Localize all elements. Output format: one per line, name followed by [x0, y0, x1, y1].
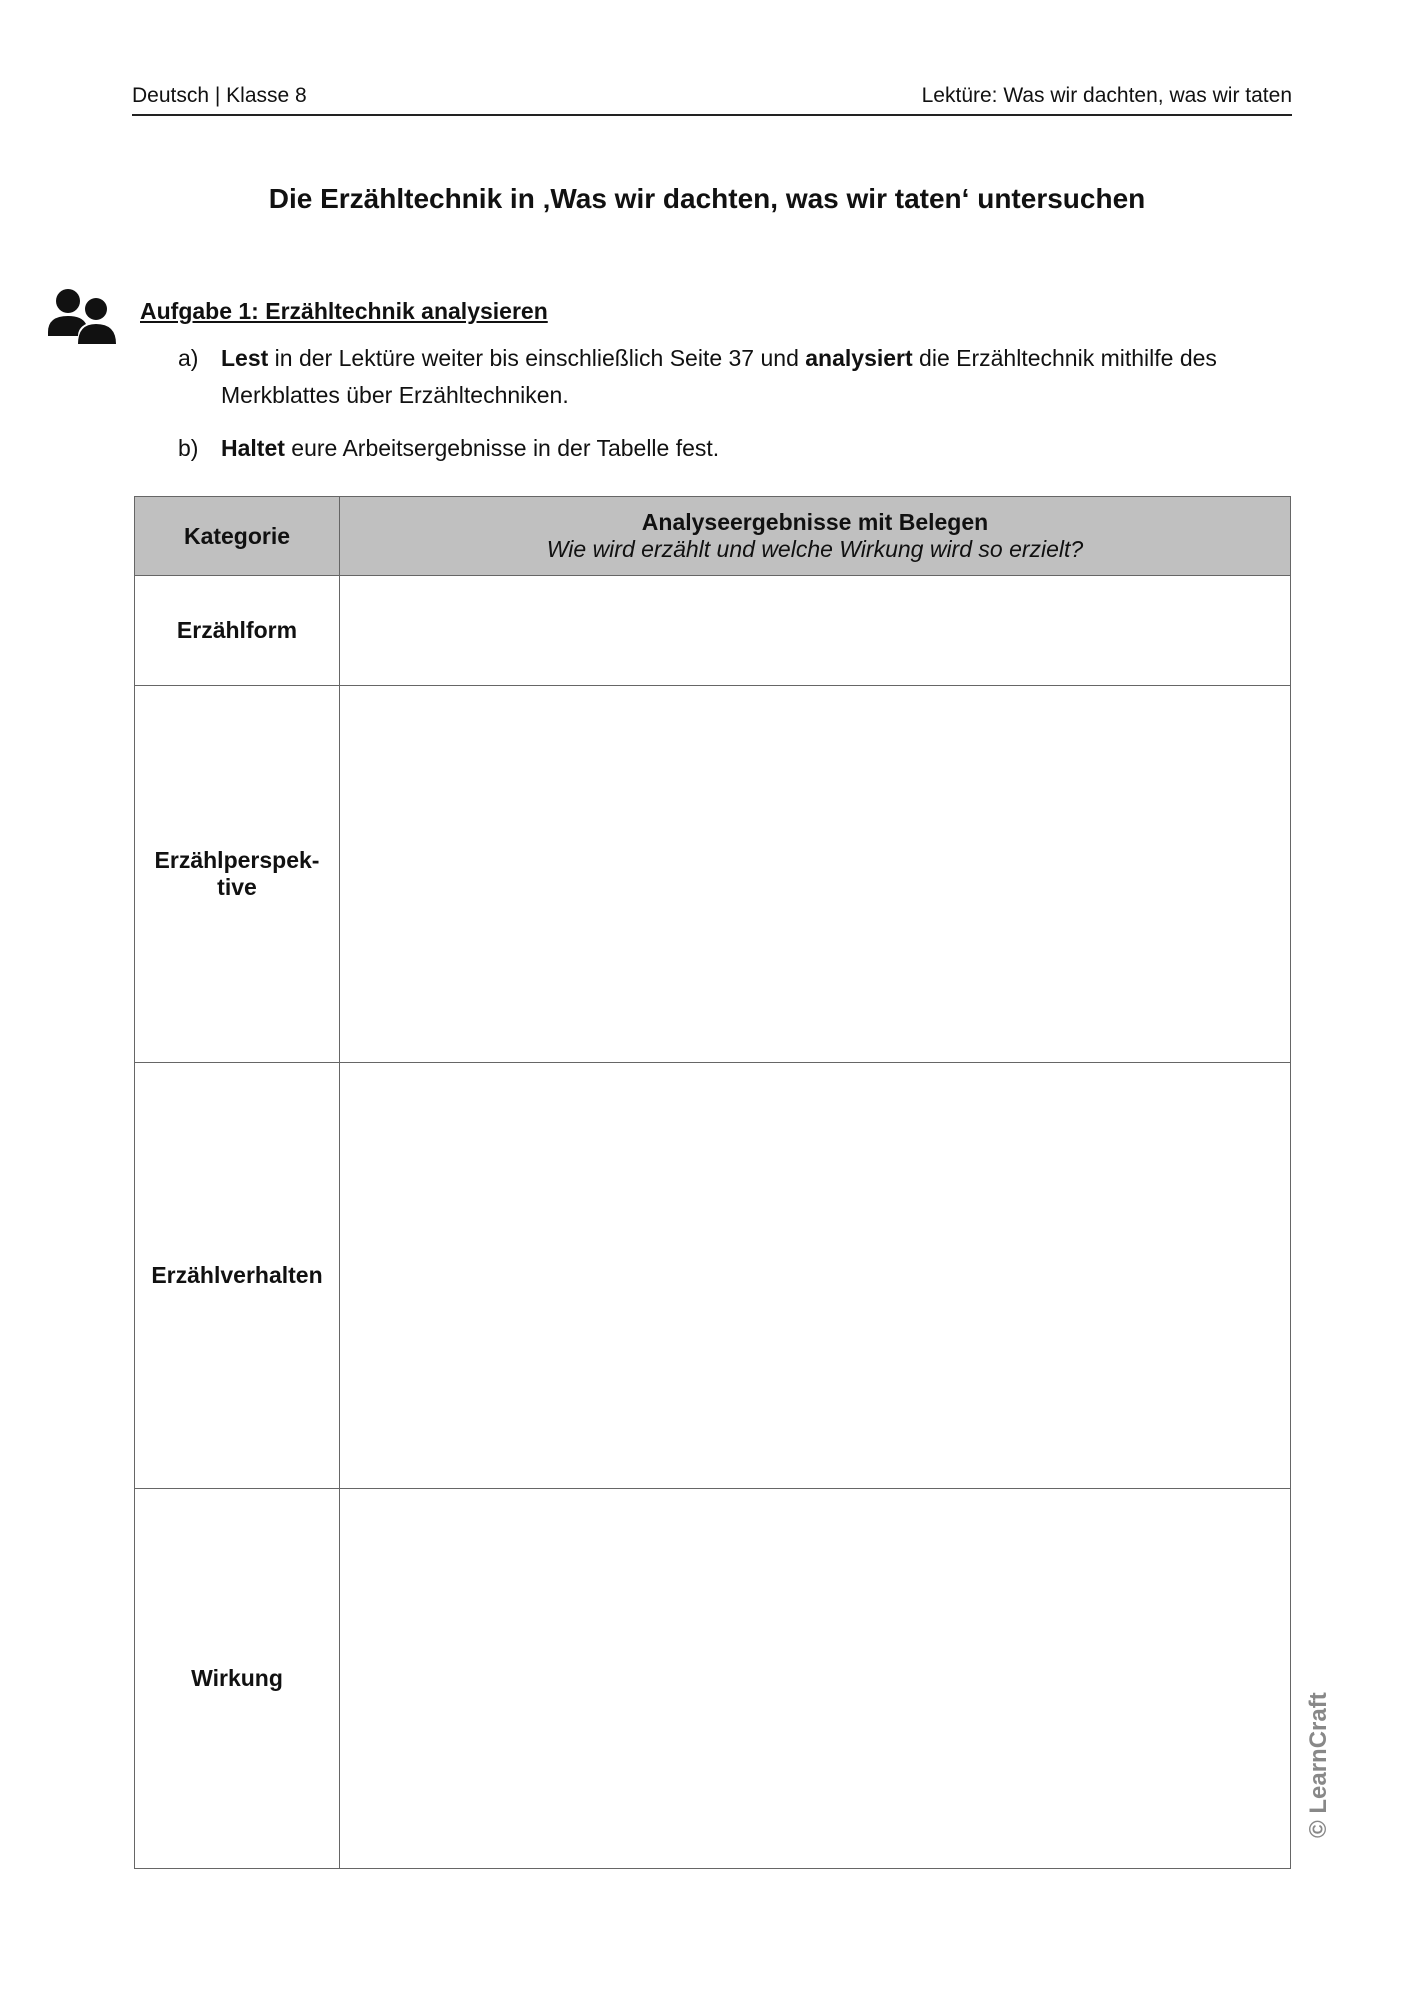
header-results	[340, 497, 1291, 576]
table-row	[135, 576, 1291, 686]
table-header-row	[135, 497, 1291, 576]
row-label: Erzählverhalten	[135, 1063, 340, 1489]
people-icon	[48, 288, 118, 344]
row-label: Erzählperspek- tive	[135, 686, 340, 1063]
task-text: eure Arbeitsergebnisse in der Tabelle fest.	[284, 435, 720, 461]
task-text: in der Lektüre weiter bis einschließlich Seite 37 und	[268, 345, 806, 371]
table-row	[135, 1063, 1291, 1489]
answer-cell[interactable]	[340, 1063, 1291, 1489]
task-item-text	[221, 430, 1281, 467]
copyright-watermark: © LearnCraft	[1305, 1692, 1332, 1838]
task-verb: Haltet	[221, 435, 285, 461]
header-book: Lektüre: Was wir dachten, was wir taten	[921, 84, 1292, 107]
header-results-title: Analyseergebnisse mit Belegen	[641, 509, 989, 535]
task-heading: Aufgabe 1: Erzähltechnik analysieren	[140, 298, 548, 324]
task-item-marker: b)	[178, 435, 199, 461]
task-item-marker: a)	[178, 345, 199, 371]
header-category: Kategorie	[135, 497, 340, 576]
answer-cell[interactable]	[340, 686, 1291, 1063]
page-title: Die Erzähltechnik in ‚Was wir dachten, was wir taten‘ untersuchen	[268, 183, 1146, 214]
answer-cell[interactable]	[340, 576, 1291, 686]
task-text: die Erzähltechnik mithilfe des Merkblattes über Erzähltechniken.	[221, 345, 1217, 408]
row-label: Wirkung	[135, 1489, 340, 1869]
table-row	[135, 686, 1291, 1063]
task-verb: analysiert	[805, 345, 913, 371]
answer-cell[interactable]	[340, 1489, 1291, 1869]
page-header	[132, 84, 1292, 116]
header-subject: Deutsch | Klasse 8	[132, 84, 307, 107]
row-label: Erzählform	[135, 576, 340, 686]
table-row	[135, 1489, 1291, 1869]
header-results-subtitle: Wie wird erzählt und welche Wirkung wird so erzielt?	[546, 536, 1084, 562]
task-verb: Lest	[221, 345, 269, 371]
analysis-table	[134, 496, 1291, 1869]
task-item-text	[221, 340, 1281, 414]
